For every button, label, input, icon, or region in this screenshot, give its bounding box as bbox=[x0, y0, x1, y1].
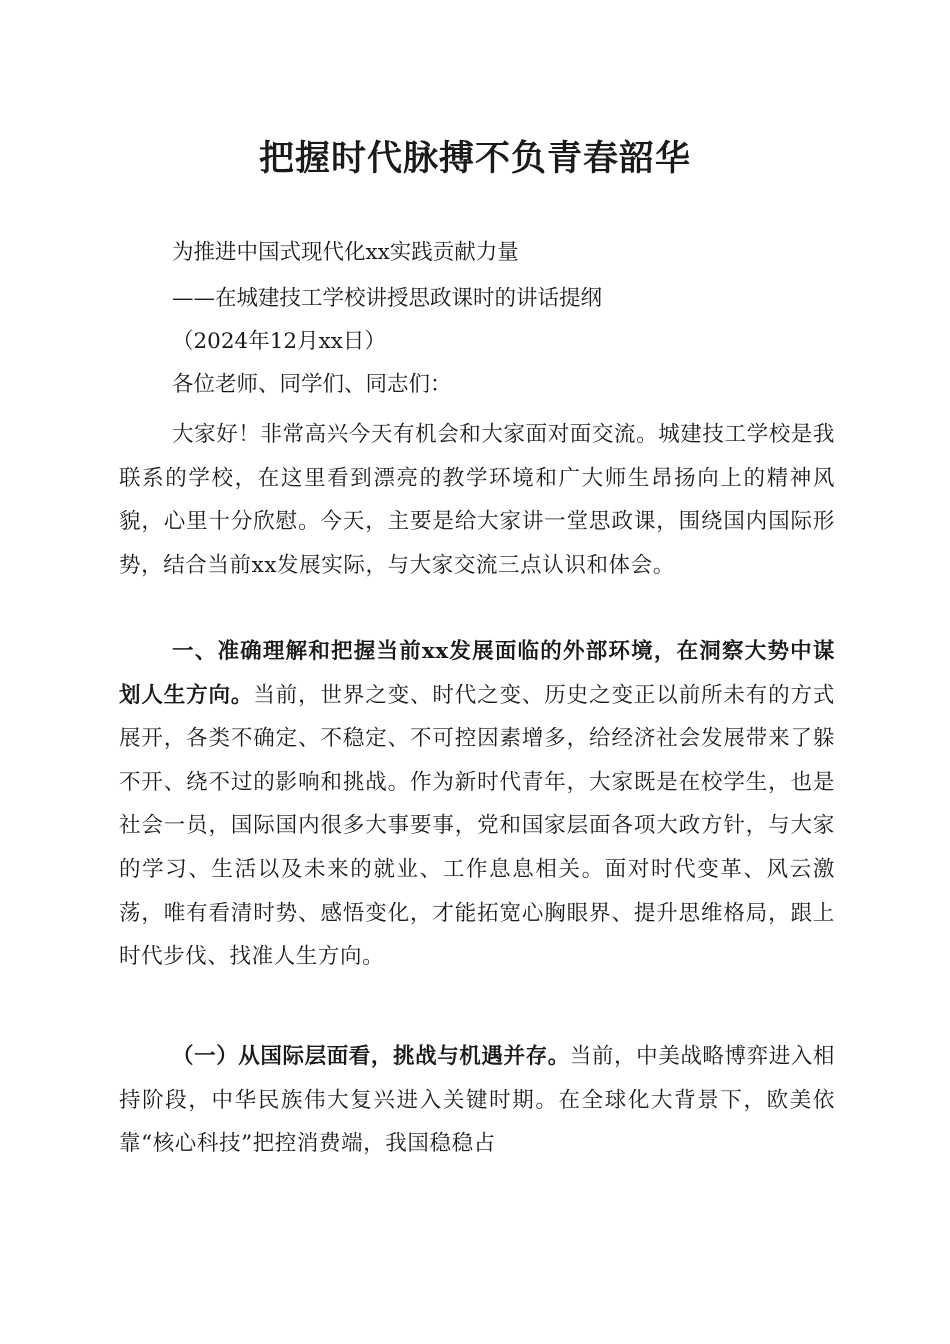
salutation: 各位老师、同学们、同志们： bbox=[172, 372, 452, 397]
section-1-body: 当前，世界之变、时代之变、历史之变正以前所未有的方式展开，各类不确定、不稳定、不可控因素增多，给经济社会发展带来了躲不开、绕不过的影响和挑战。作为新时代青年，大家既是在校学生，也是社会一员，国际国内很多大事要事，党和国家层面各项大政方针，与大家的学习、生活以及未来的就业、工作息息相关。面对时代变革、风云激荡，唯有看清时势、感悟变化，才能拓宽心胸眼界、提升思维格局，跟上时代步伐、找准人生方向。 bbox=[119, 682, 835, 970]
subsection-1-body: 当前，中美战略博弈进入相持阶段，中华民族伟大复兴进入关键时期。在全球化大背景下，欧美依靠“核心科技”把控消费端，我国稳稳占 bbox=[119, 1044, 836, 1157]
document-date: （2024年12月xx日） bbox=[172, 329, 386, 354]
subsection-1-paragraph bbox=[119, 1035, 835, 1166]
document-byline: ——在城建技工学校讲授思政课时的讲话提纲 bbox=[172, 286, 603, 311]
subsection-1-heading: （一）从国际层面看，挑战与机遇并存。 bbox=[172, 1044, 570, 1069]
document-title: 把握时代脉搏不负青春韶华 bbox=[258, 138, 691, 179]
section-1-paragraph bbox=[119, 630, 835, 979]
section-1-heading: 一、准确理解和把握当前xx发展面临的外部环境，在洞察大势中谋划人生方向。 bbox=[119, 639, 835, 708]
document-subtitle: 为推进中国式现代化xx实践贡献力量 bbox=[172, 240, 519, 265]
intro-paragraph: 大家好！非常高兴今天有机会和大家面对面交流。城建技工学校是我联系的学校，在这里看到漂亮的教学环境和广大师生昂扬向上的精神风貌，心里十分欣慰。今天，主要是给大家讲一堂思政课，围绕国内国际形势，结合当前xx发展实际，与大家交流三点认识和体会。 bbox=[119, 422, 836, 578]
